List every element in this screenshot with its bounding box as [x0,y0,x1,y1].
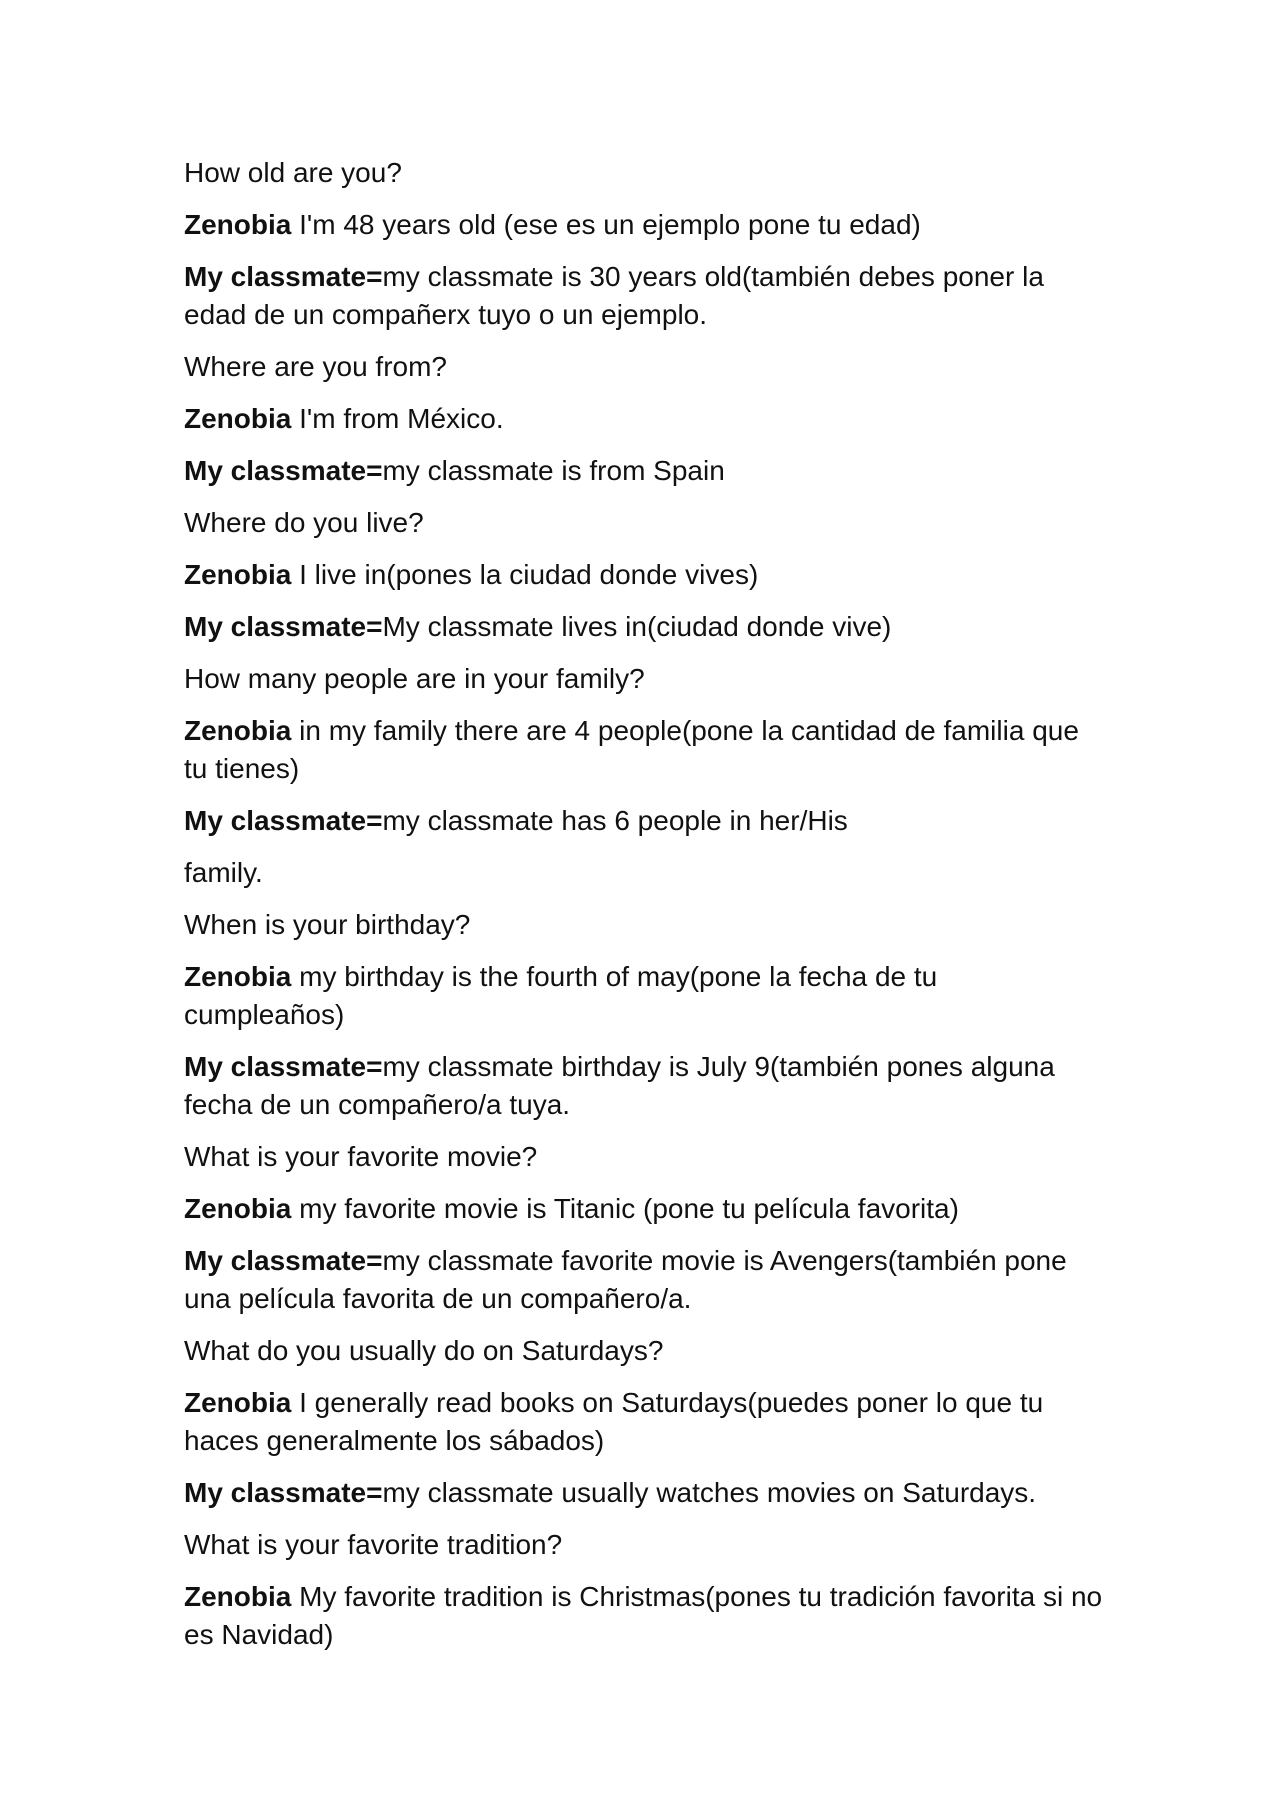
line-text: When is your birthday? [184,909,471,940]
question-line [184,348,1104,386]
speaker-label: Zenobia [184,1193,292,1224]
line-text: I'm 48 years old (ese es un ejemplo pone tu edad) [291,209,921,240]
classmate-line [184,608,1104,646]
line-text: my classmate is from Spain [382,455,725,486]
line-text: How many people are in your family? [184,663,645,694]
line-text: My favorite tradition is Christmas(pones tu tradición favorita si no es Navidad) [184,1581,1103,1650]
speaker-label: Zenobia [184,403,292,434]
line-text: family. [184,857,263,888]
speaker-label: My classmate= [184,261,383,292]
question-line [184,1138,1104,1176]
classmate-line [184,1242,1104,1318]
line-text: my classmate usually watches movies on Saturdays. [382,1477,1037,1508]
line-text: I live in(pones la ciudad donde vives) [291,559,759,590]
answer-line [184,958,1104,1034]
classmate-line [184,802,1104,840]
speaker-label: My classmate= [184,1245,383,1276]
answer-line [184,556,1104,594]
answer-line [184,1384,1104,1460]
question-line [184,1332,1104,1370]
answer-line [184,206,1104,244]
classmate-line [184,258,1104,334]
speaker-label: Zenobia [184,1387,292,1418]
line-text: What is your favorite tradition? [184,1529,563,1560]
speaker-label: Zenobia [184,209,292,240]
speaker-label: My classmate= [184,611,383,642]
speaker-label: Zenobia [184,715,292,746]
speaker-label: Zenobia [184,1581,292,1612]
continuation-line [184,854,1104,892]
question-line [184,154,1104,192]
answer-line [184,1578,1104,1654]
line-text: Where are you from? [184,351,447,382]
line-text: What is your favorite movie? [184,1141,538,1172]
classmate-line [184,452,1104,490]
speaker-label: Zenobia [184,559,292,590]
line-text: in my family there are 4 people(pone la cantidad de familia que tu tienes) [184,715,1079,784]
line-text: my favorite movie is Titanic (pone tu película favorita) [291,1193,959,1224]
line-text: my classmate birthday is July 9(también pones alguna fecha de un compañero/a tuya. [184,1051,1055,1120]
line-text: I generally read books on Saturdays(puedes poner lo que tu haces generalmente los sábados) [184,1387,1044,1456]
line-text: my birthday is the fourth of may(pone la fecha de tu cumpleaños) [184,961,938,1030]
answer-line [184,712,1104,788]
line-text: How old are you? [184,157,402,188]
document-page [184,154,1104,1668]
speaker-label: My classmate= [184,1477,383,1508]
question-line [184,1526,1104,1564]
answer-line [184,400,1104,438]
speaker-label: Zenobia [184,961,292,992]
classmate-line [184,1048,1104,1124]
line-text: my classmate has 6 people in her/His [382,805,848,836]
line-text: my classmate is 30 years old(también debes poner la edad de un compañerx tuyo o un ejemplo. [184,261,1044,330]
speaker-label: My classmate= [184,455,383,486]
line-text: What do you usually do on Saturdays? [184,1335,664,1366]
question-line [184,906,1104,944]
speaker-label: My classmate= [184,1051,383,1082]
speaker-label: My classmate= [184,805,383,836]
line-text: I'm from México. [291,403,504,434]
question-line [184,660,1104,698]
line-text: Where do you live? [184,507,424,538]
line-text: My classmate lives in(ciudad donde vive) [382,611,892,642]
classmate-line [184,1474,1104,1512]
line-text: my classmate favorite movie is Avengers(también pone una película favorita de un compañero/a. [184,1245,1067,1314]
answer-line [184,1190,1104,1228]
question-line [184,504,1104,542]
